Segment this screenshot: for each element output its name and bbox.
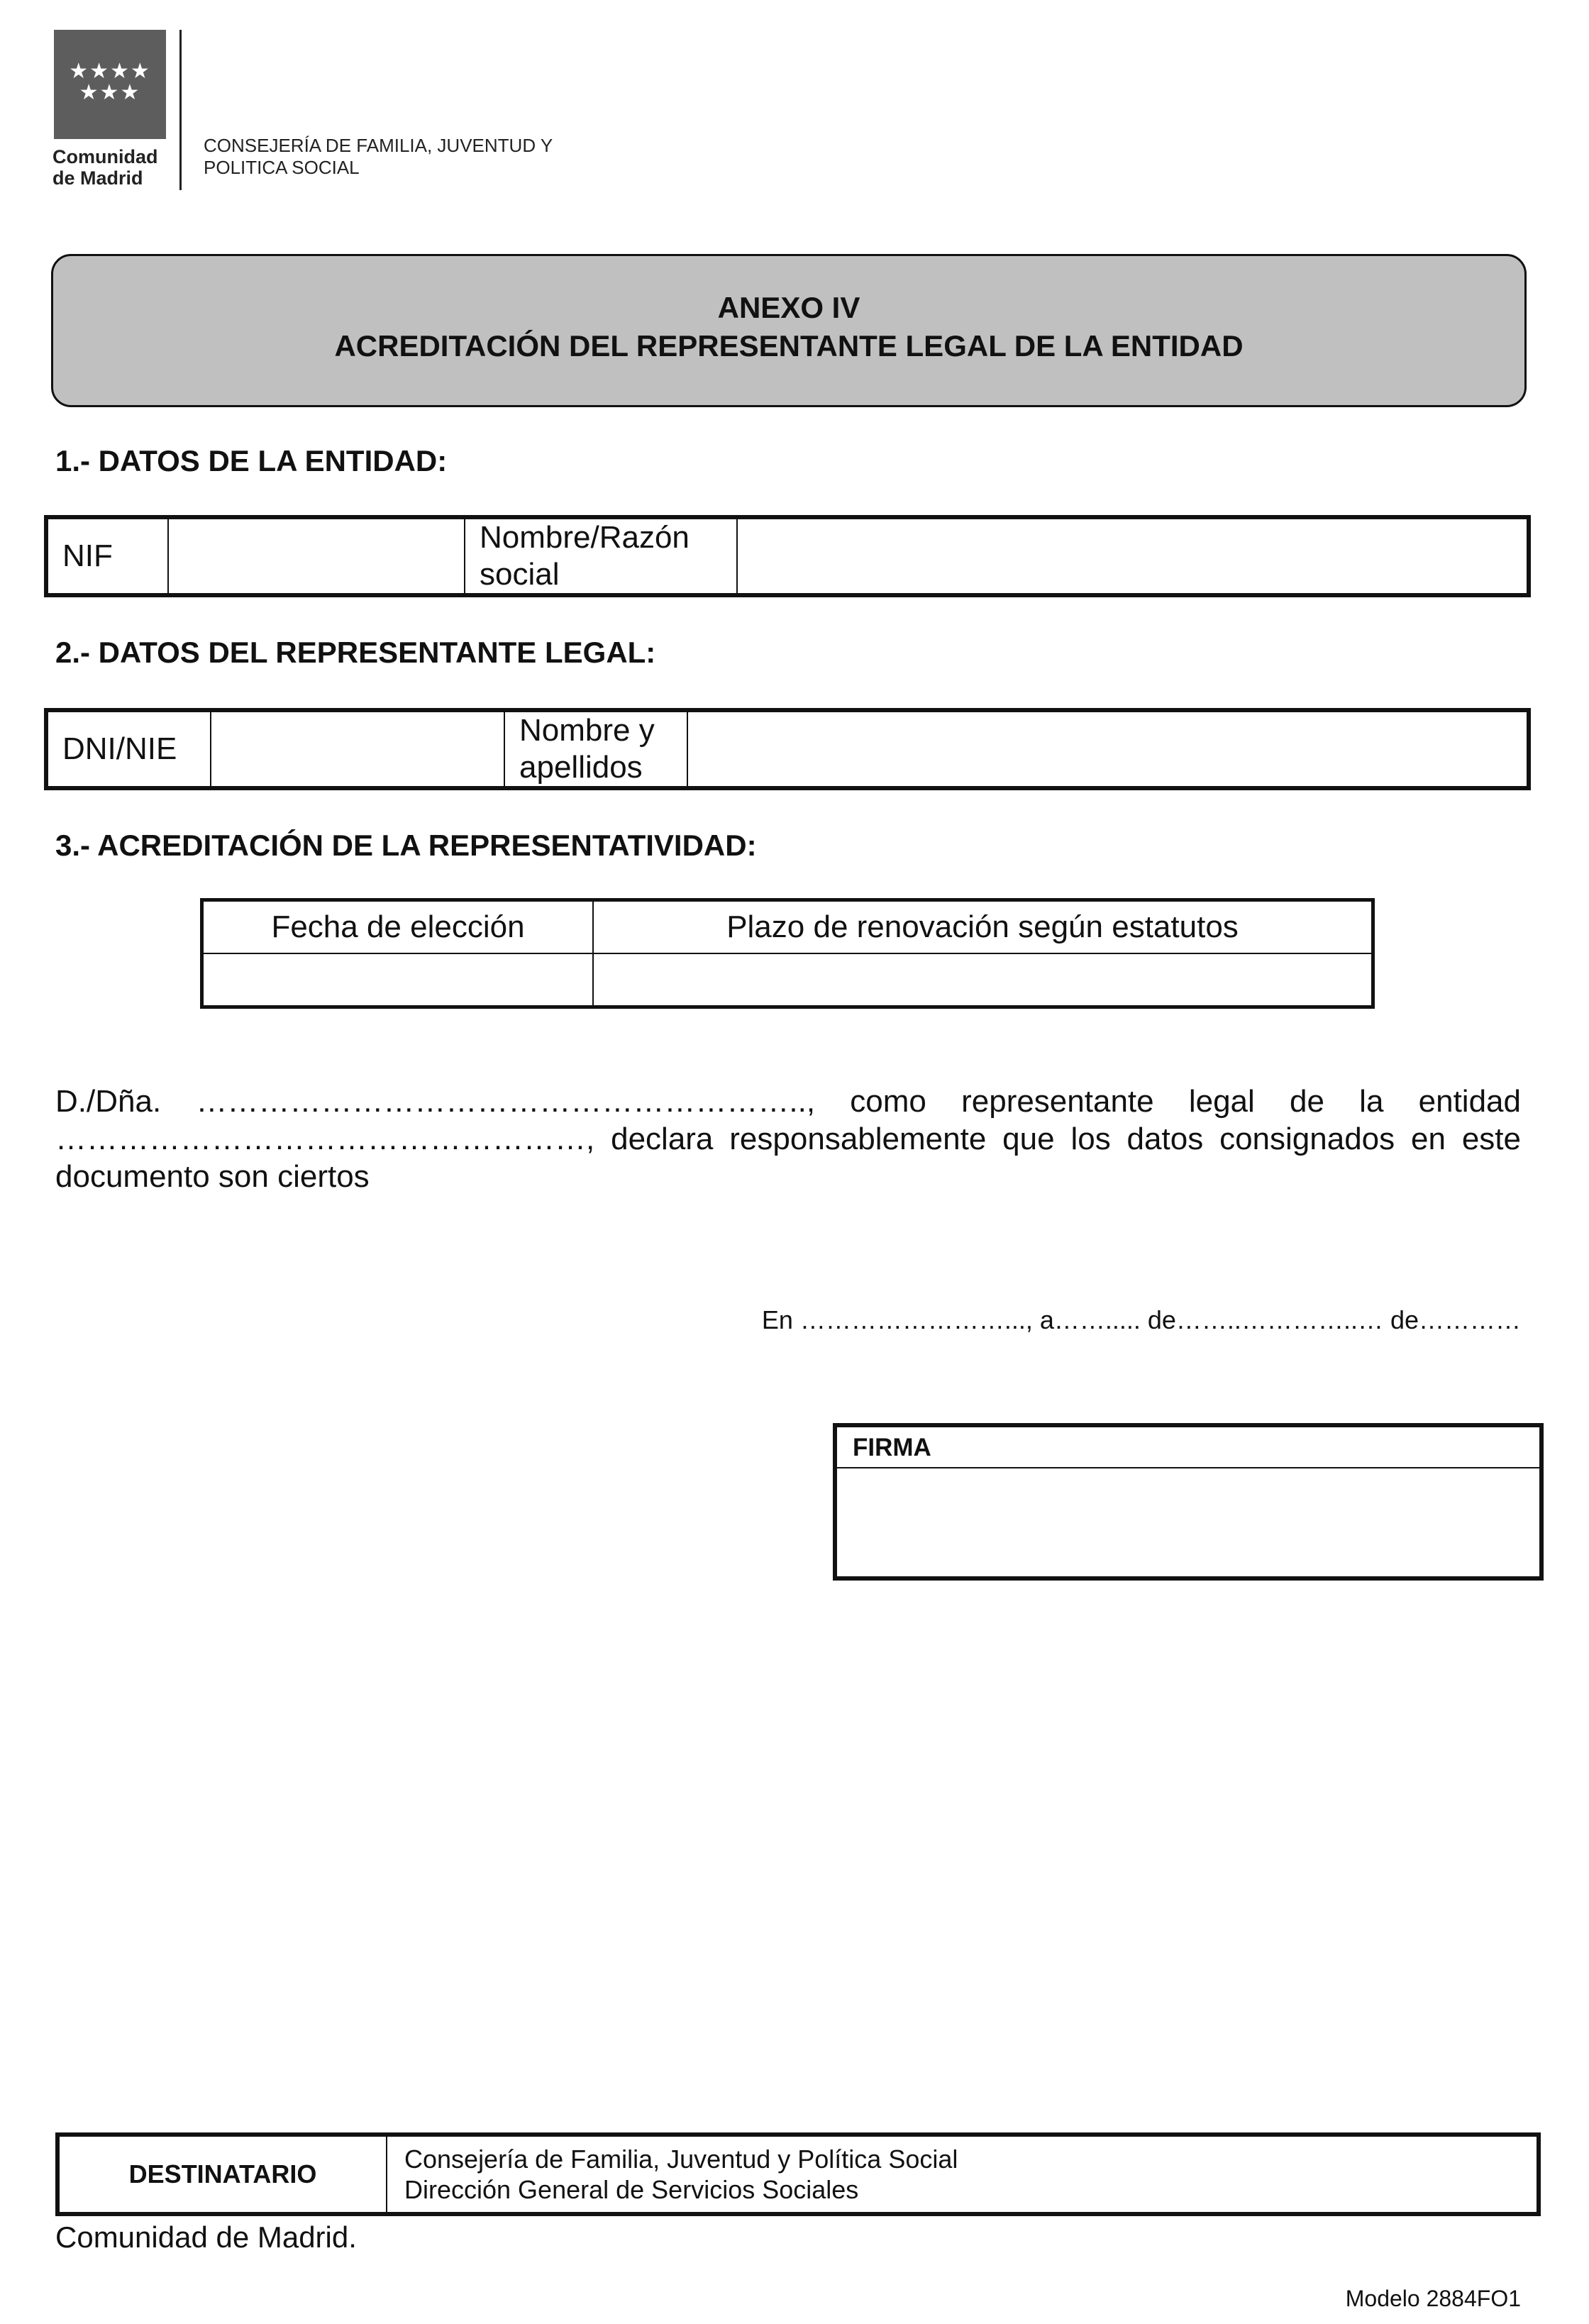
renewal-term-header: Plazo de renovación según estatutos [593,900,1373,954]
model-number: Modelo 2884FO1 [1345,2286,1521,2311]
recipient-line-1: Consejería de Familia, Juventud y Política Social [404,2145,958,2174]
dni-label: DNI/NIE [46,710,211,788]
signature-box[interactable] [833,1423,1544,1581]
representative-name-label-line-2: apellidos [519,750,643,785]
entity-name-label [465,517,737,595]
department-line-1: CONSEJERÍA DE FAMILIA, JUVENTUD Y [204,135,553,156]
logo-line-1: Comunidad [52,146,158,167]
section-2-title: 2.- DATOS DEL REPRESENTANTE LEGAL: [55,636,656,669]
recipient-line-2: Dirección General de Servicios Sociales [404,2175,859,2204]
entity-name-label-line-2: social [480,557,560,592]
nif-field[interactable] [168,517,465,595]
logo-text [52,146,158,189]
dni-field[interactable] [211,710,504,788]
place-date-line[interactable]: En ……………………..., a……..... de……..…………..… de………… [761,1305,1521,1334]
section-3-title: 3.- ACREDITACIÓN DE LA REPRESENTATIVIDAD: [55,829,757,862]
election-date-header: Fecha de elección [202,900,594,954]
entity-name-label-line-1: Nombre/Razón [480,520,690,555]
logo-line-2: de Madrid [52,167,143,189]
renewal-term-field[interactable] [593,953,1373,1007]
recipient-label: DESTINATARIO [57,2135,387,2214]
comunidad-madrid-stars-icon: ★★★★ ★★★ [69,59,151,105]
declaration-text: D./Dña. ………………………………………………….., como representante legal de la entidad ……………………………………………, declara responsablemente que los datos consignados en este documento son ciertos [55,1084,1521,1194]
entity-name-field[interactable] [737,517,1529,595]
document-title: ACREDITACIÓN DEL REPRESENTANTE LEGAL DE LA ENTIDAD [334,329,1244,363]
department-name [204,135,553,179]
recipient-value [387,2135,1539,2214]
annex-title: ANEXO IV [717,291,860,324]
section-1-title: 1.- DATOS DE LA ENTIDAD: [55,444,448,477]
department-line-2: POLITICA SOCIAL [204,157,360,178]
header-divider [179,30,182,190]
entity-data-table [44,515,1531,597]
signature-label: FIRMA [837,1427,1539,1468]
representative-name-field[interactable] [687,710,1529,788]
representative-data-table [44,708,1531,790]
recipient-table [55,2132,1541,2216]
footer-entity: Comunidad de Madrid. [55,2220,357,2254]
nif-label: NIF [46,517,168,595]
election-date-field[interactable] [202,953,594,1007]
representative-name-label [504,710,687,788]
representative-name-label-line-1: Nombre y [519,713,655,748]
representativity-table [200,898,1375,1009]
